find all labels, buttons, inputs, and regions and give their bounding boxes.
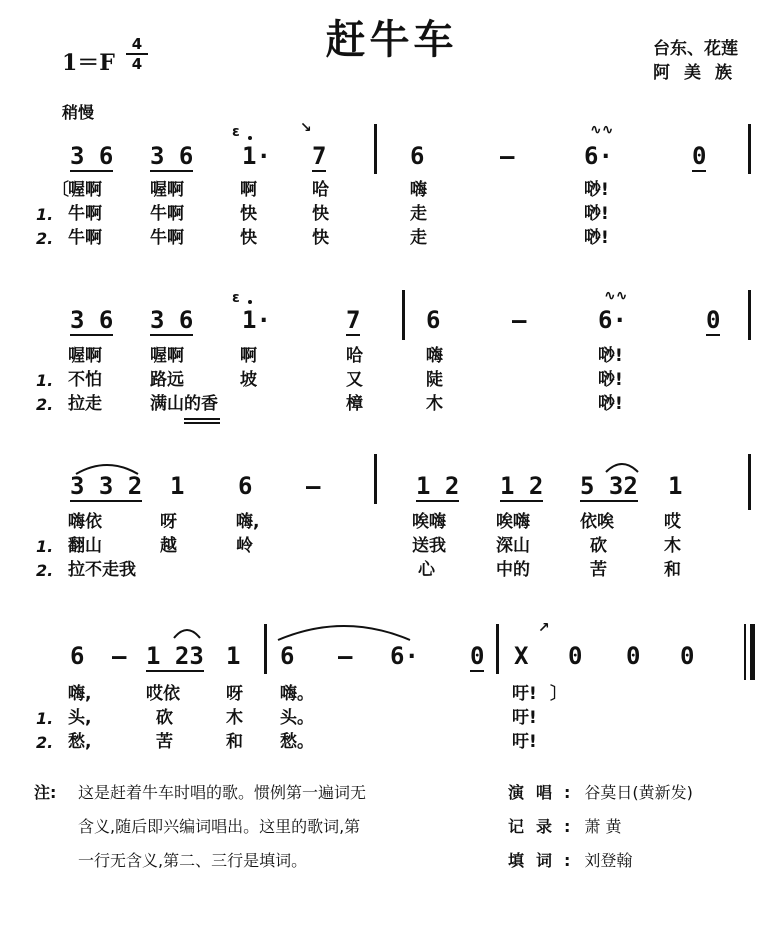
lyric: 嗨 xyxy=(410,180,427,200)
lyric: 牛啊 xyxy=(68,204,102,224)
barline xyxy=(264,624,267,674)
tie xyxy=(274,618,414,644)
credit-label: 演唱: xyxy=(508,783,583,802)
lyric: 唦! xyxy=(598,346,623,366)
melisma-underline xyxy=(184,418,220,420)
lyric: 牛啊 xyxy=(150,228,184,248)
lyric: 走 xyxy=(410,228,427,248)
lyric: 嗨。 xyxy=(280,684,314,704)
lyric: 中的 xyxy=(496,560,530,580)
barline xyxy=(748,454,751,510)
note: 1· xyxy=(242,306,271,334)
lyric: 喔啊 xyxy=(150,180,184,200)
note-group: 1 23 xyxy=(146,642,204,670)
song-origin: 台东、花莲 xyxy=(653,39,738,59)
barline xyxy=(374,454,377,504)
note-group: 1 2 xyxy=(416,472,460,500)
lyric: 木 xyxy=(664,536,681,556)
note-group: 3 6 xyxy=(70,306,114,334)
lyric: 吁! xyxy=(512,708,537,728)
verse-number: 2. xyxy=(36,395,54,414)
lyric: 嗨, xyxy=(68,684,92,704)
ethnic-group: 阿美族 xyxy=(653,63,746,83)
note: 1 xyxy=(226,642,241,670)
lyric: 依唉 xyxy=(580,512,614,532)
grace-mark: ɛ xyxy=(232,290,240,306)
trill-mark: ∿∿ xyxy=(604,288,628,304)
note: 6 xyxy=(238,472,253,500)
lyric: 樟 xyxy=(346,394,363,414)
dash: – xyxy=(338,642,353,670)
brace: 〔 xyxy=(52,180,69,200)
time-bottom: 4 xyxy=(131,55,143,73)
note: 6· xyxy=(584,142,613,170)
lyric: 唦! xyxy=(584,228,609,248)
lyric: 吁! xyxy=(512,732,537,752)
lyric: 喔啊 xyxy=(68,346,102,366)
rest: 0 xyxy=(568,642,583,670)
song-title: 赶牛车 xyxy=(325,17,458,63)
time-signature xyxy=(126,36,148,72)
dash: – xyxy=(512,306,527,334)
lyric: 哎依 xyxy=(146,684,180,704)
slide-mark: ↘ xyxy=(300,120,312,136)
credit-value: 谷莫日(黄新发) xyxy=(584,783,693,802)
lyric: 拉走 xyxy=(68,394,102,414)
lyric: 越 xyxy=(160,536,177,556)
lyric: 唦! xyxy=(598,370,623,390)
octave-dot xyxy=(248,300,252,304)
lyric: 喔啊 xyxy=(150,346,184,366)
grace-mark: ɛ xyxy=(232,124,240,140)
lyric: 木 xyxy=(226,708,243,728)
rest: 0 xyxy=(626,642,641,670)
lyric: 快 xyxy=(312,204,329,224)
lyric: 拉不走我 xyxy=(68,560,136,580)
barline xyxy=(402,290,405,340)
lyric: 头, xyxy=(68,708,92,728)
accent-mark: ↗ xyxy=(538,620,550,636)
lyric: 嗨 xyxy=(426,346,443,366)
lyric: 快 xyxy=(240,204,257,224)
note-line: 一行无含义,第二、三行是填词。 xyxy=(78,851,308,870)
lyric: 唦! xyxy=(584,180,609,200)
credit-value: 萧 黄 xyxy=(584,817,622,836)
lyric: 又 xyxy=(346,370,363,390)
lyric: 满山的香 xyxy=(150,394,218,414)
lyric: 心 xyxy=(418,560,435,580)
note-line: 这是赶着牛车时唱的歌。惯例第一遍词无 xyxy=(78,783,367,802)
verse-number: 2. xyxy=(36,733,54,752)
lyric: 哈 xyxy=(346,346,363,366)
credit-label: 记录: xyxy=(508,817,583,836)
lyric: 唦! xyxy=(584,204,609,224)
credit-label: 填词: xyxy=(508,851,583,870)
dash: – xyxy=(500,142,515,170)
note: 7 xyxy=(312,142,327,170)
time-top: 4 xyxy=(131,35,143,53)
lyric: 岭 xyxy=(236,536,253,556)
verse-number: 1. xyxy=(36,537,54,556)
lyric: 吁! xyxy=(512,684,537,704)
note: 6 xyxy=(70,642,85,670)
note-group: 3 6 xyxy=(70,142,114,170)
lyric: 砍 xyxy=(590,536,607,556)
dash: – xyxy=(306,472,321,500)
credit-value: 刘登翰 xyxy=(584,851,633,870)
note-group: 1 2 xyxy=(500,472,544,500)
note: 1 xyxy=(170,472,185,500)
lyric: 快 xyxy=(312,228,329,248)
lyric: 和 xyxy=(664,560,681,580)
final-barline-thick xyxy=(750,624,755,680)
lyric: 走 xyxy=(410,204,427,224)
lyric: 头。 xyxy=(280,708,314,728)
verse-number: 2. xyxy=(36,561,54,580)
melisma-underline xyxy=(184,422,220,424)
slur xyxy=(170,624,204,642)
note-group: 5 32 xyxy=(580,472,638,500)
lyric: 唉嗨 xyxy=(412,512,446,532)
key-signature: 1＝F xyxy=(62,50,115,76)
dash: – xyxy=(112,642,127,670)
lyric: 唦! xyxy=(598,394,623,414)
lyric: 砍 xyxy=(156,708,173,728)
lyric: 深山 xyxy=(496,536,530,556)
lyric: 啊 xyxy=(240,180,257,200)
note-group: 3 6 xyxy=(150,306,194,334)
lyric: 呀 xyxy=(160,512,177,532)
credit-lyricist xyxy=(508,848,632,871)
note: 7 xyxy=(346,306,361,334)
lyric: 不怕 xyxy=(68,370,102,390)
lyric: 牛啊 xyxy=(150,204,184,224)
final-barline-thin xyxy=(744,624,746,680)
note: 6 xyxy=(280,642,295,670)
note: 1 xyxy=(668,472,683,500)
rest: 0 xyxy=(706,306,721,334)
barline xyxy=(748,124,751,174)
lyric: 快 xyxy=(240,228,257,248)
note: 1· xyxy=(242,142,271,170)
verse-number: 2. xyxy=(36,229,54,248)
lyric: 呀 xyxy=(226,684,243,704)
lyric: 坡 xyxy=(240,370,257,390)
lyric: 哈 xyxy=(312,180,329,200)
barline xyxy=(748,290,751,340)
lyric: 喔啊 xyxy=(68,180,102,200)
lyric: 愁, xyxy=(68,732,92,752)
barline xyxy=(496,624,499,674)
rest: 0 xyxy=(470,642,485,670)
note: 6 xyxy=(426,306,441,334)
rest: 0 xyxy=(680,642,695,670)
lyric: 牛啊 xyxy=(68,228,102,248)
note: 6 xyxy=(410,142,425,170)
note-label: 注: xyxy=(34,783,57,802)
lyric: 唉嗨 xyxy=(496,512,530,532)
lyric: 苦 xyxy=(156,732,173,752)
verse-number: 1. xyxy=(36,709,54,728)
note: 6· xyxy=(598,306,627,334)
lyric: 嗨, xyxy=(236,512,260,532)
rest: 0 xyxy=(692,142,707,170)
note-group: 3 3 2 xyxy=(70,472,143,500)
lyric: 苦 xyxy=(590,560,607,580)
lyric: 愁。 xyxy=(280,732,314,752)
note-line: 含义,随后即兴编词唱出。这里的歌词,第 xyxy=(78,817,361,836)
trill-mark: ∿∿ xyxy=(590,122,614,138)
lyric: 和 xyxy=(226,732,243,752)
lyric: 啊 xyxy=(240,346,257,366)
lyric: 送我 xyxy=(412,536,446,556)
brace: 〕 xyxy=(550,684,567,704)
credit-recorder xyxy=(508,814,622,837)
verse-number: 1. xyxy=(36,371,54,390)
verse-number: 1. xyxy=(36,205,54,224)
lyric: 路远 xyxy=(150,370,184,390)
credit-performer xyxy=(508,780,693,803)
octave-dot xyxy=(248,136,252,140)
barline xyxy=(374,124,377,174)
lyric: 哎 xyxy=(664,512,681,532)
tempo-marking: 稍慢 xyxy=(62,103,95,122)
note-group: 3 6 xyxy=(150,142,194,170)
note: 6· xyxy=(390,642,419,670)
lyric: 嗨依 xyxy=(68,512,102,532)
shout-note: X xyxy=(514,642,529,670)
lyric: 陡 xyxy=(426,370,443,390)
lyric: 翻山 xyxy=(68,536,102,556)
lyric: 木 xyxy=(426,394,443,414)
